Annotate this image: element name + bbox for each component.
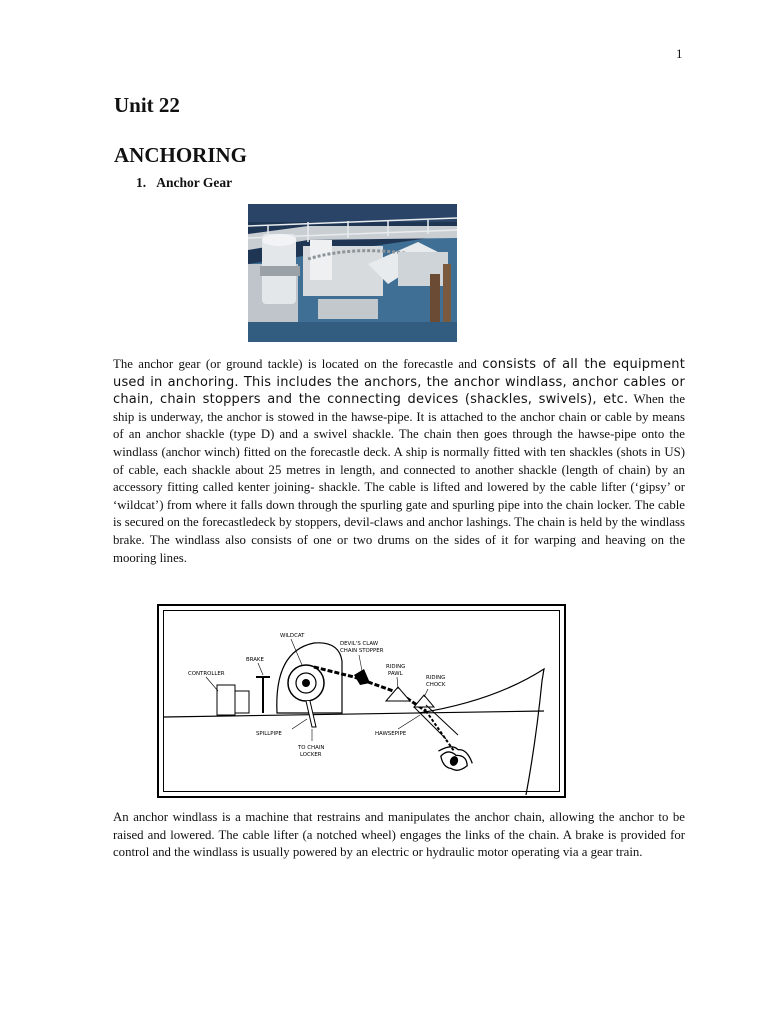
paragraph-anchor-gear-part3: When the ship is underway, the anchor is stowed in the hawse-pipe. It is attached to the anchor chain or cable by means of an anchor shackle (type D) and a swivel shackle. The chain then goes through the hawse-pipe onto the windlass (anchor winch) fitted on the forecastle deck. A ship is normally fitted with ten shackles (shots in US) of cable, each shackle about 25 metres in length, and connected to another shackle (length of chain) by an accessory fitting called kenter joining- shackle. The cable is lifted and lowered by the cable lifter (‘gipsy’ or ‘wildcat’) from where it falls down through the spurling gate and spurling pipe into the chain locker. The cable is secured on the forecastledeck by stoppers, devil-claws and anchor lashings. The chain is held by the windlass brake. The windlass also consists of one or two drums on the sides of it for warping and heaving on the mooring lines.: [113, 392, 685, 565]
section-title: ANCHORING: [114, 143, 248, 167]
label-devils-claw-line2: CHAIN STOPPER: [340, 648, 384, 654]
devils-claw-shape: [354, 669, 370, 685]
subsection-heading: [136, 175, 232, 191]
paragraph-anchor-gear-part2: consists of all the equipment used in anchoring. This includes the anchors, the anchor windlass, anchor cables or chain, chain stoppers and the connecting devices (shackles, swivels), etc.: [113, 357, 686, 408]
svg-text:BRAKE: [246, 657, 264, 663]
paragraph-windlass: An anchor windlass is a machine that restrains and manipulates the anchor chain, allowing the anchor to be raised and lowered. The cable lifter (a notched wheel) engages the links of the chain. A brake is provided for control and the windlass is usually powered by an electric or hydraulic motor operating via a gear train.: [113, 810, 685, 860]
paragraph-anchor-gear-part1: The anchor gear (or ground tackle) is located on the forecastle and: [113, 357, 483, 371]
svg-text:CONTROLLER: [188, 671, 225, 677]
windlass-diagram: [157, 604, 566, 798]
svg-text:LOCKER: [300, 752, 322, 758]
svg-text:TO CHAIN: [297, 745, 324, 751]
svg-text:HAWSEPIPE: [375, 731, 407, 737]
anchor-shape: [434, 743, 475, 775]
label-riding-pawl-line1: RIDING: [386, 664, 406, 670]
windlass-diagram-drawing: [164, 611, 563, 795]
label-riding-chock-line1: RIDING: [426, 675, 446, 681]
svg-text:RIDING: [426, 675, 445, 681]
svg-text:WILDCAT: [280, 633, 305, 639]
hawsepipe-chain: [426, 711, 454, 751]
controller-shape: [217, 685, 235, 715]
label-to-chain-locker-line1: TO CHAIN: [298, 745, 325, 751]
svg-text:SPILLPIPE: [256, 731, 282, 737]
svg-text:DEVIL'S CLAW: [340, 641, 379, 647]
subsection-number: 1.: [136, 175, 147, 190]
svg-text:CHOCK: [426, 682, 446, 688]
svg-text:RIDING: [386, 664, 405, 670]
paragraph-anchor-gear: [113, 356, 685, 567]
label-hawsepipe: HAWSEPIPE: [375, 731, 407, 737]
page-number: 1: [676, 46, 683, 61]
windlass-diagram-inner: [163, 610, 560, 792]
unit-title: Unit 22: [114, 93, 180, 117]
label-to-chain-locker-line2: LOCKER: [300, 752, 322, 758]
label-riding-chock-line2: CHOCK: [426, 682, 446, 688]
label-spillpipe: SPILLPIPE: [256, 731, 282, 737]
label-controller: CONTROLLER: [188, 671, 225, 677]
label-wildcat: WILDCAT: [280, 633, 305, 639]
anchor-windlass-photo: [248, 204, 457, 342]
svg-text:PAWL: [388, 671, 403, 677]
svg-text:CHAIN STOPPER: [340, 648, 384, 654]
label-riding-pawl-line2: PAWL: [388, 671, 403, 677]
label-brake: BRAKE: [246, 657, 264, 663]
label-devils-claw-line1: DEVIL'S CLAW: [340, 641, 379, 647]
subsection-title: Anchor Gear: [156, 175, 233, 190]
